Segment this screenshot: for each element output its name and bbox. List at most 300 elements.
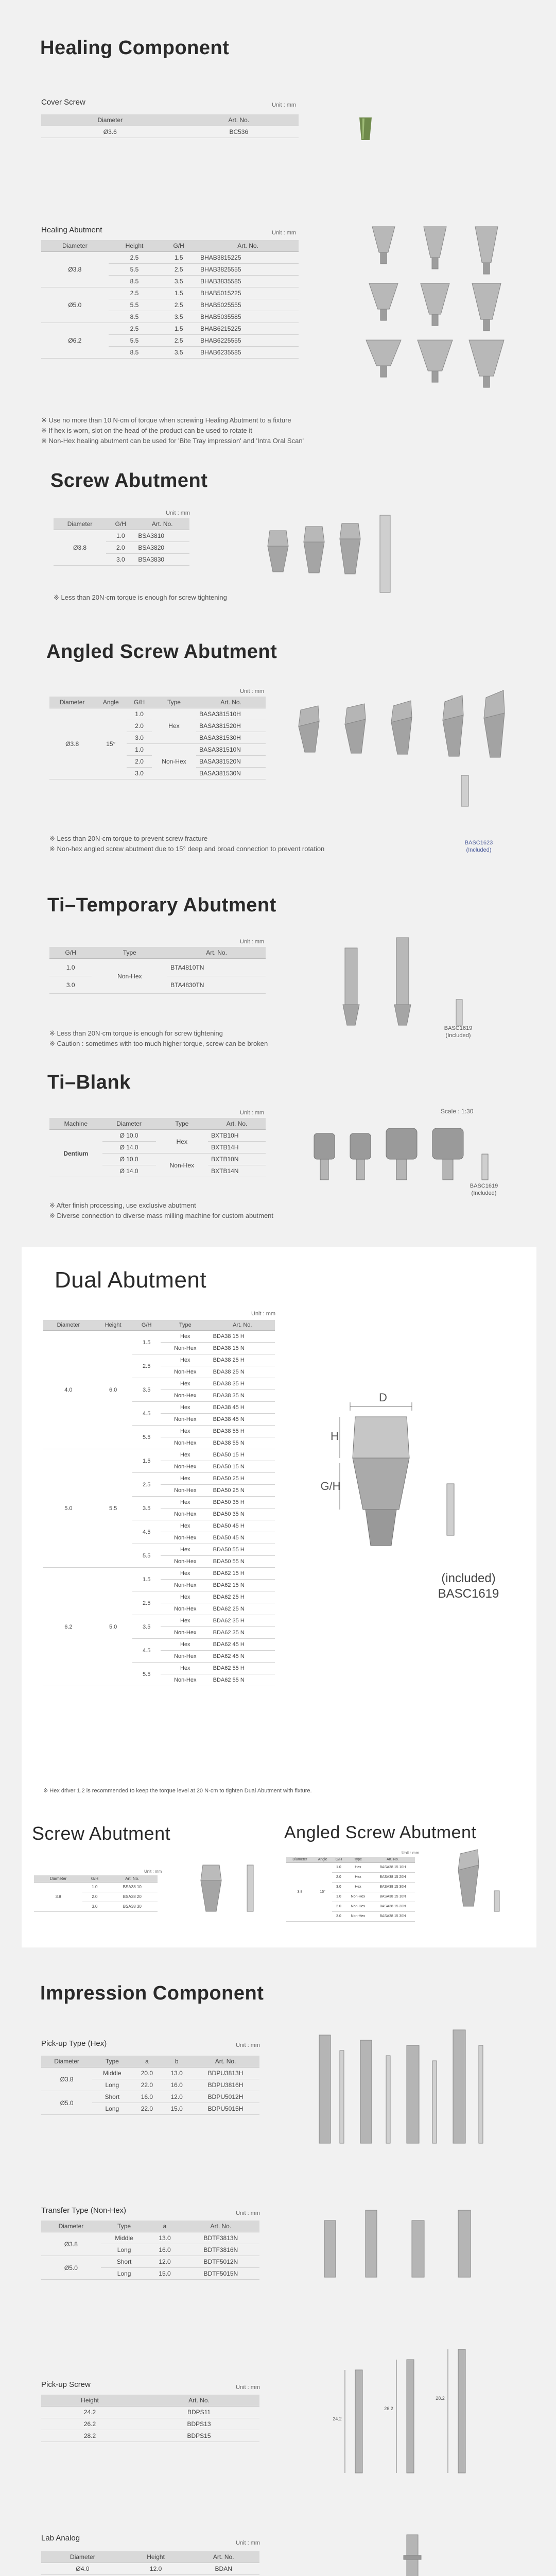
cell: Non-Hex (161, 1437, 210, 1449)
cell: 3.5 (160, 311, 197, 323)
th: Angle (314, 1857, 332, 1863)
cell: Ø5.0 (41, 2256, 101, 2280)
cell: Ø3.6 (41, 126, 179, 138)
cell: BASA38 15 20N (371, 1902, 415, 1912)
th: G/H (49, 947, 92, 959)
pickup-screw-dim-1: 24.2 (333, 2416, 342, 2421)
cell: BTA4830TN (167, 976, 266, 994)
cell: Hex (161, 1354, 210, 1366)
cell: 4.5 (132, 1639, 161, 1663)
th: Type (156, 1118, 208, 1130)
cell: 1.0 (127, 744, 151, 756)
cell: Non-Hex (92, 959, 167, 994)
impression-title: Impression Component (40, 1982, 264, 2004)
cell: Ø3.8 (41, 2232, 101, 2256)
cell: 5.5 (109, 335, 161, 347)
cell: 5.0 (94, 1568, 133, 1686)
cell: BASA381510H (196, 708, 266, 720)
cell: 3.0 (82, 1902, 107, 1912)
cell: Non-Hex (345, 1892, 370, 1902)
cell: BDA62 55 N (210, 1674, 275, 1686)
cell: BDA50 45 N (210, 1532, 275, 1544)
cell: BHAB6225555 (197, 335, 299, 347)
th: G/H (160, 240, 197, 252)
ti-temp-unit: Unit : mm (240, 939, 265, 945)
th: a (132, 2056, 162, 2067)
cell: 1.0 (49, 959, 92, 976)
cell: 2.0 (332, 1902, 346, 1912)
th: Art. No. (179, 114, 299, 126)
th: G/H (82, 1875, 107, 1883)
cell: Hex (161, 1568, 210, 1580)
cell: Long (101, 2244, 147, 2256)
th: Art. No. (107, 1875, 158, 1883)
cell: BHAB3835585 (197, 276, 299, 287)
cell: 3.5 (132, 1615, 161, 1639)
mini2-unit: Unit : mm (402, 1851, 420, 1855)
cell: 1.5 (132, 1449, 161, 1473)
healing-abutment-stem (380, 366, 387, 377)
cell: BDA62 25 H (210, 1591, 275, 1603)
cell: 15.0 (147, 2268, 182, 2280)
cell: BXTB14N (208, 1165, 266, 1177)
cell: Ø5.0 (41, 2091, 92, 2115)
cell: 8.5 (109, 311, 161, 323)
angled-abutment-images (288, 685, 535, 819)
cell: 1.0 (332, 1863, 346, 1873)
note: ※ Less than 20N·cm torque is enough for screw tightening (49, 1028, 268, 1039)
healing-unit: Unit : mm (272, 230, 297, 236)
cell: BDA38 55 H (210, 1426, 275, 1437)
cell: Hex (161, 1520, 210, 1532)
th: Art. No. (196, 697, 266, 708)
cell: Ø4.0 (41, 2563, 124, 2575)
cell: Ø3.8 (41, 252, 109, 287)
cell: Short (101, 2256, 147, 2268)
cell: BHAB3825555 (197, 264, 299, 276)
angled-table (49, 697, 266, 779)
th: Height (124, 2551, 188, 2563)
cell: BDPS15 (138, 2430, 259, 2442)
th: Type (345, 1857, 370, 1863)
cell: 3.0 (127, 732, 151, 744)
cell: Hex (161, 1378, 210, 1390)
th: Type (152, 697, 196, 708)
cell: BDA62 55 H (210, 1663, 275, 1674)
note: ※ Less than 20N·cm torque to prevent screw fracture (49, 834, 324, 844)
cell: BDA62 45 H (210, 1639, 275, 1651)
cell: 4.0 (43, 1331, 94, 1449)
cell: BDA38 25 H (210, 1354, 275, 1366)
cell: 5.5 (94, 1449, 133, 1568)
healing-abutment-drawing (475, 227, 498, 263)
angled-title: Angled Screw Abutment (46, 641, 277, 663)
cell: Hex (345, 1873, 370, 1883)
th: G/H (132, 1320, 161, 1331)
cell: BDPU3813H (192, 2067, 259, 2079)
cell: 16.0 (162, 2079, 192, 2091)
cell: BASA38 15 30H (371, 1883, 415, 1892)
transfer-images (309, 2205, 515, 2293)
ti-temp-table (49, 947, 266, 994)
cell: 3.0 (127, 768, 151, 779)
cell: Long (92, 2103, 132, 2115)
cell: Ø3.8 (41, 2067, 92, 2091)
cell: 1.5 (160, 287, 197, 299)
dual-notes (43, 1786, 312, 1796)
cell: BDTF5012N (182, 2256, 259, 2268)
cell: Non-Hex (345, 1912, 370, 1922)
cell: Non-Hex (161, 1627, 210, 1639)
pickup-screw-images (340, 2349, 510, 2483)
cell: Non-Hex (161, 1674, 210, 1686)
cell: Non-Hex (161, 1343, 210, 1354)
dual-sub-angled-title: Angled Screw Abutment (284, 1823, 477, 1842)
cell: BDTF5015N (182, 2268, 259, 2280)
th: G/H (127, 697, 151, 708)
ti-temp-notes (49, 1028, 268, 1049)
dual-dim-d: D (379, 1391, 387, 1404)
lab-analog-image (391, 2524, 453, 2576)
th: Diameter (102, 1118, 156, 1130)
cell: BDA50 55 N (210, 1556, 275, 1568)
cell: 4.5 (132, 1520, 161, 1544)
cell: BASA38 15 10H (371, 1863, 415, 1873)
cell: Hex (156, 1130, 208, 1154)
healing-abutment-stem (380, 252, 387, 264)
cell: 5.0 (43, 1449, 94, 1568)
th: Diameter (41, 2551, 124, 2563)
cell: BASA38 15 10N (371, 1892, 415, 1902)
mini-angled-table (286, 1857, 415, 1922)
note: ※ Less than 20N·cm torque is enough for screw tightening (54, 592, 227, 603)
cell: 5.5 (109, 264, 161, 276)
cell: BDA50 25 N (210, 1485, 275, 1497)
screw-unit: Unit : mm (166, 510, 190, 516)
cell: BDA38 55 N (210, 1437, 275, 1449)
pickup-screw-label: Pick-up Screw (41, 2380, 91, 2389)
healing-abutment-drawing (372, 227, 395, 252)
th: Diameter (41, 114, 179, 126)
cell: BSA38 30 (107, 1902, 158, 1912)
th: Diameter (41, 2221, 101, 2232)
cell: BDA62 45 N (210, 1651, 275, 1663)
cell: 3.5 (132, 1378, 161, 1402)
cell: 5.5 (132, 1426, 161, 1449)
dual-included-label: (included) (441, 1571, 496, 1585)
cell: 5.5 (132, 1663, 161, 1686)
cell: 1.0 (332, 1892, 346, 1902)
cell: 3.0 (332, 1912, 346, 1922)
cell: Short (92, 2091, 132, 2103)
cell: 6.0 (94, 1331, 133, 1449)
pickup-screw-unit: Unit : mm (236, 2384, 260, 2391)
cell: BDPU3816H (192, 2079, 259, 2091)
th: Art. No. (167, 947, 266, 959)
screw-abutment-title: Screw Abutment (50, 470, 208, 492)
healing-abutment-drawing (366, 340, 401, 366)
cell: 15° (95, 708, 127, 779)
cell: Ø 14.0 (102, 1142, 156, 1154)
cell: BHAB5035585 (197, 311, 299, 323)
healing-abutment-drawing (369, 283, 398, 309)
cell: Long (101, 2268, 147, 2280)
cell: 2.0 (127, 756, 151, 768)
cell: BDA50 55 H (210, 1544, 275, 1556)
cell: BDA62 15 H (210, 1568, 275, 1580)
cell: BASA381530H (196, 732, 266, 744)
cell: Hex (345, 1883, 370, 1892)
cell: Ø3.8 (54, 530, 106, 566)
th: Angle (95, 697, 127, 708)
healing-abutment-stem (432, 314, 438, 326)
pickup-hex-unit: Unit : mm (236, 2042, 260, 2048)
cell: Hex (161, 1497, 210, 1509)
table-row (43, 1568, 275, 1580)
note: ※ If hex is worn, slot on the head of the product can be used to rotate it (41, 426, 304, 436)
ti-blank-unit: Unit : mm (240, 1110, 265, 1116)
cell: 2.0 (332, 1873, 346, 1883)
cell: Ø 10.0 (102, 1130, 156, 1142)
cover-screw-table (41, 114, 299, 138)
cell: Non-Hex (156, 1154, 208, 1177)
cell: Non-Hex (161, 1651, 210, 1663)
lab-analog-table (41, 2551, 259, 2575)
cell: 2.5 (160, 264, 197, 276)
cell: BSA3810 (135, 530, 189, 542)
angled-included-label: (Included) (466, 847, 492, 853)
cell: 3.5 (160, 276, 197, 287)
th: b (162, 2056, 192, 2067)
cell: 1.5 (132, 1568, 161, 1591)
cell: 3.0 (332, 1883, 346, 1892)
th: Art. No. (182, 2221, 259, 2232)
cell: BSA3830 (135, 554, 189, 566)
cell: BDA38 15 H (210, 1331, 275, 1343)
dual-unit: Unit : mm (251, 1311, 276, 1317)
cell: 16.0 (147, 2244, 182, 2256)
angled-unit: Unit : mm (240, 688, 265, 694)
th: Machine (49, 1118, 102, 1130)
healing-abutment-label: Healing Abutment (41, 226, 102, 234)
note: ※ Use no more than 10 N·cm of torque when screwing Healing Abutment to a fixture (41, 415, 304, 426)
th: Art. No. (197, 240, 299, 252)
cell: 12.0 (124, 2563, 188, 2575)
ti-blank-included-code: BASC1619 (470, 1183, 498, 1189)
cell: Non-Hex (161, 1509, 210, 1520)
dual-title: Dual Abutment (55, 1267, 207, 1293)
cell: BDPS11 (138, 2406, 259, 2418)
ti-temp-included-label: (Included) (445, 1032, 471, 1039)
cell: 24.2 (41, 2406, 138, 2418)
cell: BC536 (179, 126, 299, 138)
cell: BDA38 45 N (210, 1414, 275, 1426)
cell: 2.0 (82, 1892, 107, 1902)
th: Diameter (286, 1857, 314, 1863)
th: Art. No. (135, 518, 189, 530)
cell: Hex (345, 1863, 370, 1873)
cell: Hex (161, 1639, 210, 1651)
table-row (41, 287, 299, 299)
cell: 5.5 (109, 299, 161, 311)
cell: Hex (161, 1331, 210, 1343)
cell: BDA62 35 N (210, 1627, 275, 1639)
ti-blank-notes (49, 1200, 273, 1221)
cell: BHAB6235585 (197, 347, 299, 359)
cell: BDA38 35 N (210, 1390, 275, 1402)
cell: BXTB10H (208, 1130, 266, 1142)
healing-abutment-images (355, 216, 525, 386)
cell: Ø 10.0 (102, 1154, 156, 1165)
th: a (147, 2221, 182, 2232)
cell: BHAB3815225 (197, 252, 299, 264)
cell: BDA62 35 H (210, 1615, 275, 1627)
dual-included-code: BASC1619 (438, 1587, 499, 1601)
cell: Middle (92, 2067, 132, 2079)
healing-abutment-drawing (469, 340, 504, 376)
th: Art. No. (371, 1857, 415, 1863)
transfer-unit: Unit : mm (236, 2210, 260, 2216)
cell: BSA38 20 (107, 1892, 158, 1902)
cell: BASA381530N (196, 768, 266, 779)
cell: BDTF3813N (182, 2232, 259, 2244)
lab-analog-label: Lab Analog (41, 2534, 80, 2543)
healing-notes (41, 415, 304, 446)
cell: Non-Hex (161, 1366, 210, 1378)
cover-screw-label: Cover Screw (41, 98, 85, 107)
note: ※ Diverse connection to diverse mass milling machine for custom abutment (49, 1211, 273, 1221)
cell: BDA38 35 H (210, 1378, 275, 1390)
th: G/H (106, 518, 135, 530)
note: ※ Non-hex angled screw abutment due to 15° deep and broad connection to prevent rotation (49, 844, 324, 854)
table-row (41, 252, 299, 264)
cell: BDA50 35 N (210, 1509, 275, 1520)
cell: BSA3820 (135, 542, 189, 554)
cover-screw-image (355, 113, 376, 144)
cell: Ø3.8 (49, 708, 95, 779)
cell: BDA38 45 H (210, 1402, 275, 1414)
cell: 15° (314, 1863, 332, 1922)
healing-abutment-stem (380, 309, 387, 320)
pickup-screw-table (41, 2395, 259, 2442)
ti-blank-scale: Scale : 1:30 (441, 1108, 474, 1115)
mini-screw-image (190, 1860, 268, 1917)
cell: 8.5 (109, 276, 161, 287)
th: Diameter (54, 518, 106, 530)
note: ※ Non-Hex healing abutment can be used for 'Bite Tray impression' and 'Intra Oral Scan' (41, 436, 304, 446)
cell: 12.0 (162, 2091, 192, 2103)
table-row (286, 1863, 415, 1873)
th: Art. No. (210, 1320, 275, 1331)
note: ※ Caution : sometimes with too much higher torque, screw can be broken (49, 1039, 268, 1049)
cell: BDPU5015H (192, 2103, 259, 2115)
cover-unit: Unit : mm (272, 102, 297, 108)
healing-abutment-stem (483, 376, 490, 387)
lab-analog-unit: Unit : mm (236, 2540, 260, 2546)
cell: 2.5 (109, 323, 161, 335)
cell: BSA38 10 (107, 1883, 158, 1892)
cell: 13.0 (147, 2232, 182, 2244)
cell: Hex (161, 1473, 210, 1485)
cell: BASA381520H (196, 720, 266, 732)
mini1-unit: Unit : mm (144, 1869, 162, 1874)
cell: 22.0 (132, 2103, 162, 2115)
cell: Non-Hex (345, 1902, 370, 1912)
dual-dim-h: H (331, 1430, 339, 1443)
screw-notes (54, 592, 227, 603)
cell: Hex (161, 1426, 210, 1437)
cell: Ø6.2 (41, 323, 109, 359)
angled-included-code: BASC1623 (464, 840, 493, 846)
healing-abutment-table (41, 240, 299, 359)
cell: 2.5 (132, 1354, 161, 1378)
mini-screw-table (34, 1875, 158, 1912)
screw-abutment-table (54, 518, 189, 566)
ti-temp-title: Ti–Temporary Abutment (47, 894, 276, 916)
cell: 4.5 (132, 1402, 161, 1426)
table-row (43, 1331, 275, 1343)
healing-abutment-stem (432, 258, 438, 269)
cell: BDA50 45 H (210, 1520, 275, 1532)
cell: 12.0 (147, 2256, 182, 2268)
cell: BXTB10N (208, 1154, 266, 1165)
cell: BASA381520N (196, 756, 266, 768)
th: Height (94, 1320, 133, 1331)
cell: Hex (161, 1544, 210, 1556)
cell: 2.5 (160, 335, 197, 347)
healing-abutment-drawing (421, 283, 449, 314)
cell: 1.5 (160, 252, 197, 264)
healing-abutment-drawing (472, 283, 501, 319)
cell: BHAB6215225 (197, 323, 299, 335)
cell: BDA50 15 H (210, 1449, 275, 1461)
ti-temp-included-code: BASC1619 (444, 1025, 473, 1031)
cell: 13.0 (162, 2067, 192, 2079)
cell: Non-Hex (161, 1485, 210, 1497)
th: Height (41, 2395, 138, 2406)
cell: 3.0 (106, 554, 135, 566)
healing-abutment-stem (483, 319, 490, 331)
cell: 1.5 (132, 1331, 161, 1354)
screw-abutment-image (247, 515, 412, 598)
cell: BASA38 15 20H (371, 1873, 415, 1883)
table-row (43, 1449, 275, 1461)
cell: Non-Hex (161, 1603, 210, 1615)
cell: Non-Hex (161, 1580, 210, 1591)
cell: Dentium (49, 1130, 102, 1177)
cell: BDPU5012H (192, 2091, 259, 2103)
ti-blank-title: Ti–Blank (47, 1072, 131, 1093)
th: Art. No. (208, 1118, 266, 1130)
cell: 15.0 (162, 2103, 192, 2115)
cell: Non-Hex (161, 1390, 210, 1402)
ti-blank-table (49, 1118, 266, 1177)
cell: Hex (161, 1663, 210, 1674)
pickup-screw-dim-3: 28.2 (436, 2396, 445, 2401)
healing-abutment-stem (432, 371, 438, 382)
cell: Ø5.0 (41, 287, 109, 323)
th: Diameter (43, 1320, 94, 1331)
cell: BASA381510N (196, 744, 266, 756)
cell: BDA50 25 H (210, 1473, 275, 1485)
cell: Long (92, 2079, 132, 2091)
cell: 16.0 (132, 2091, 162, 2103)
cell: 1.5 (160, 323, 197, 335)
cell: BTA4810TN (167, 959, 266, 976)
table-row (41, 323, 299, 335)
transfer-table (41, 2221, 259, 2280)
cell: 3.5 (160, 347, 197, 359)
